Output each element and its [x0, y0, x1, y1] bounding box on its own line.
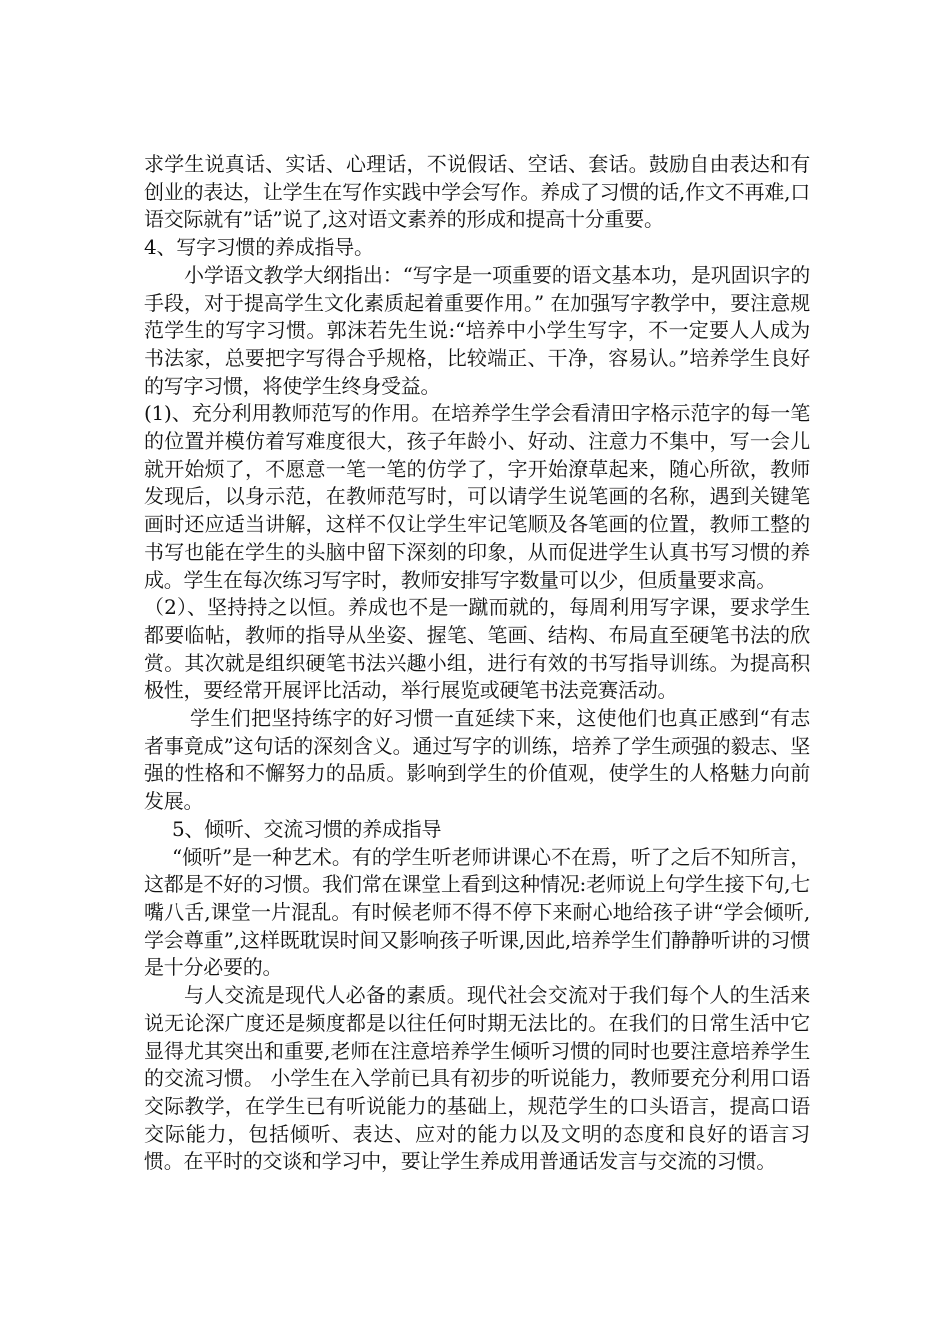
section-heading-5: 5、倾听、交流习惯的养成指导: [172, 816, 442, 841]
paragraph-persistence: 学生们把坚持练字的好习惯一直延续下来，这使他们也真正感到“有志者事竟成”这句话的深刻含义。通过写字的训练，培养了学生顽强的毅志、坚强的性格和不懈努力的品质。影响到学生的价值观，使学生的人格魅力向前发展。: [144, 706, 810, 814]
paragraph-syllabus-quote: 小学语文教学大纲指出：“写字是一项重要的语文基本功，是巩固识字的手段，对于提高学生文化素质起着重要作用。” 在加强写字教学中，要注意规范学生的写字习惯。郭沫若先生说:“培养中小学生写字，不一定要人人成为书法家，总要把字写得合乎规格，比较端正、干净，容易认。”培养学生良好的写字习惯，将使学生终身受益。: [144, 262, 810, 398]
paragraph-writing-habits-end: 求学生说真话、实话、心理话，不说假话、空话、套话。鼓励自由表达和有创业的表达，让学生在写作实践中学会写作。养成了习惯的话,作文不再难,口语交际就有”话”说了,这对语文素养的形成和提高十分重要。: [144, 152, 810, 232]
section-heading-4: 4、写字习惯的养成指导。: [144, 235, 374, 260]
paragraph-item-1: (1)、充分利用教师范写的作用。在培养学生学会看清田字格示范字的每一笔的位置并模仿着写难度很大，孩子年龄小、好动、注意力不集中，写一会儿就开始烦了，不愿意一笔一笔的仿学了，字开始潦草起来，随心所欲，教师发现后，以身示范，在教师范写时，可以请学生说笔画的名称，遇到关键笔画时还应适当讲解，这样不仅让学生牢记笔顺及各笔画的位置，教师工整的书写也能在学生的头脑中留下深刻的印象，从而促进学生认真书写习惯的养成。学生在每次练习写字时，教师安排写字数量可以少，但质量要求高。: [144, 401, 810, 592]
document-page: [144, 151, 810, 1176]
paragraph-communication: 与人交流是现代人必备的素质。现代社会交流对于我们每个人的生活来说无论深广度还是频度都是以往任何时期无法比的。在我们的日常生活中它显得尤其突出和重要,老师在注意培养学生倾听习惯的同时也要注意培养学生的交流习惯。 小学生在入学前已具有初步的听说能力，教师要充分利用口语交际教学，在学生已有听说能力的基础上，规范学生的口头语言，提高口语交际能力，包括倾听、表达、应对的能力以及文明的态度和良好的语言习惯。在平时的交谈和学习中，要让学生养成用普通话发言与交流的习惯。: [144, 983, 810, 1174]
paragraph-item-2: （2）、坚持持之以恒。养成也不是一蹴而就的，每周利用写字课，要求学生都要临帖，教师的指导从坐姿、握笔、笔画、结构、布局直至硬笔书法的欣赏。其次就是组织硬笔书法兴趣小组，进行有效的书写指导训练。为提高积极性，要经常开展评比活动，举行展览或硬笔书法竞赛活动。: [144, 595, 810, 703]
paragraph-listening: “倾听”是一种艺术。有的学生听老师讲课心不在焉，听了之后不知所言，这都是不好的习惯。我们常在课堂上看到这种情况:老师说上句学生接下句,七嘴八舌,课堂一片混乱。有时候老师不得不停下来耐心地给孩子讲“学会倾听,学会尊重”,这样既耽误时间又影响孩子听课,因此,培养学生们静静听讲的习惯是十分必要的。: [144, 844, 810, 980]
